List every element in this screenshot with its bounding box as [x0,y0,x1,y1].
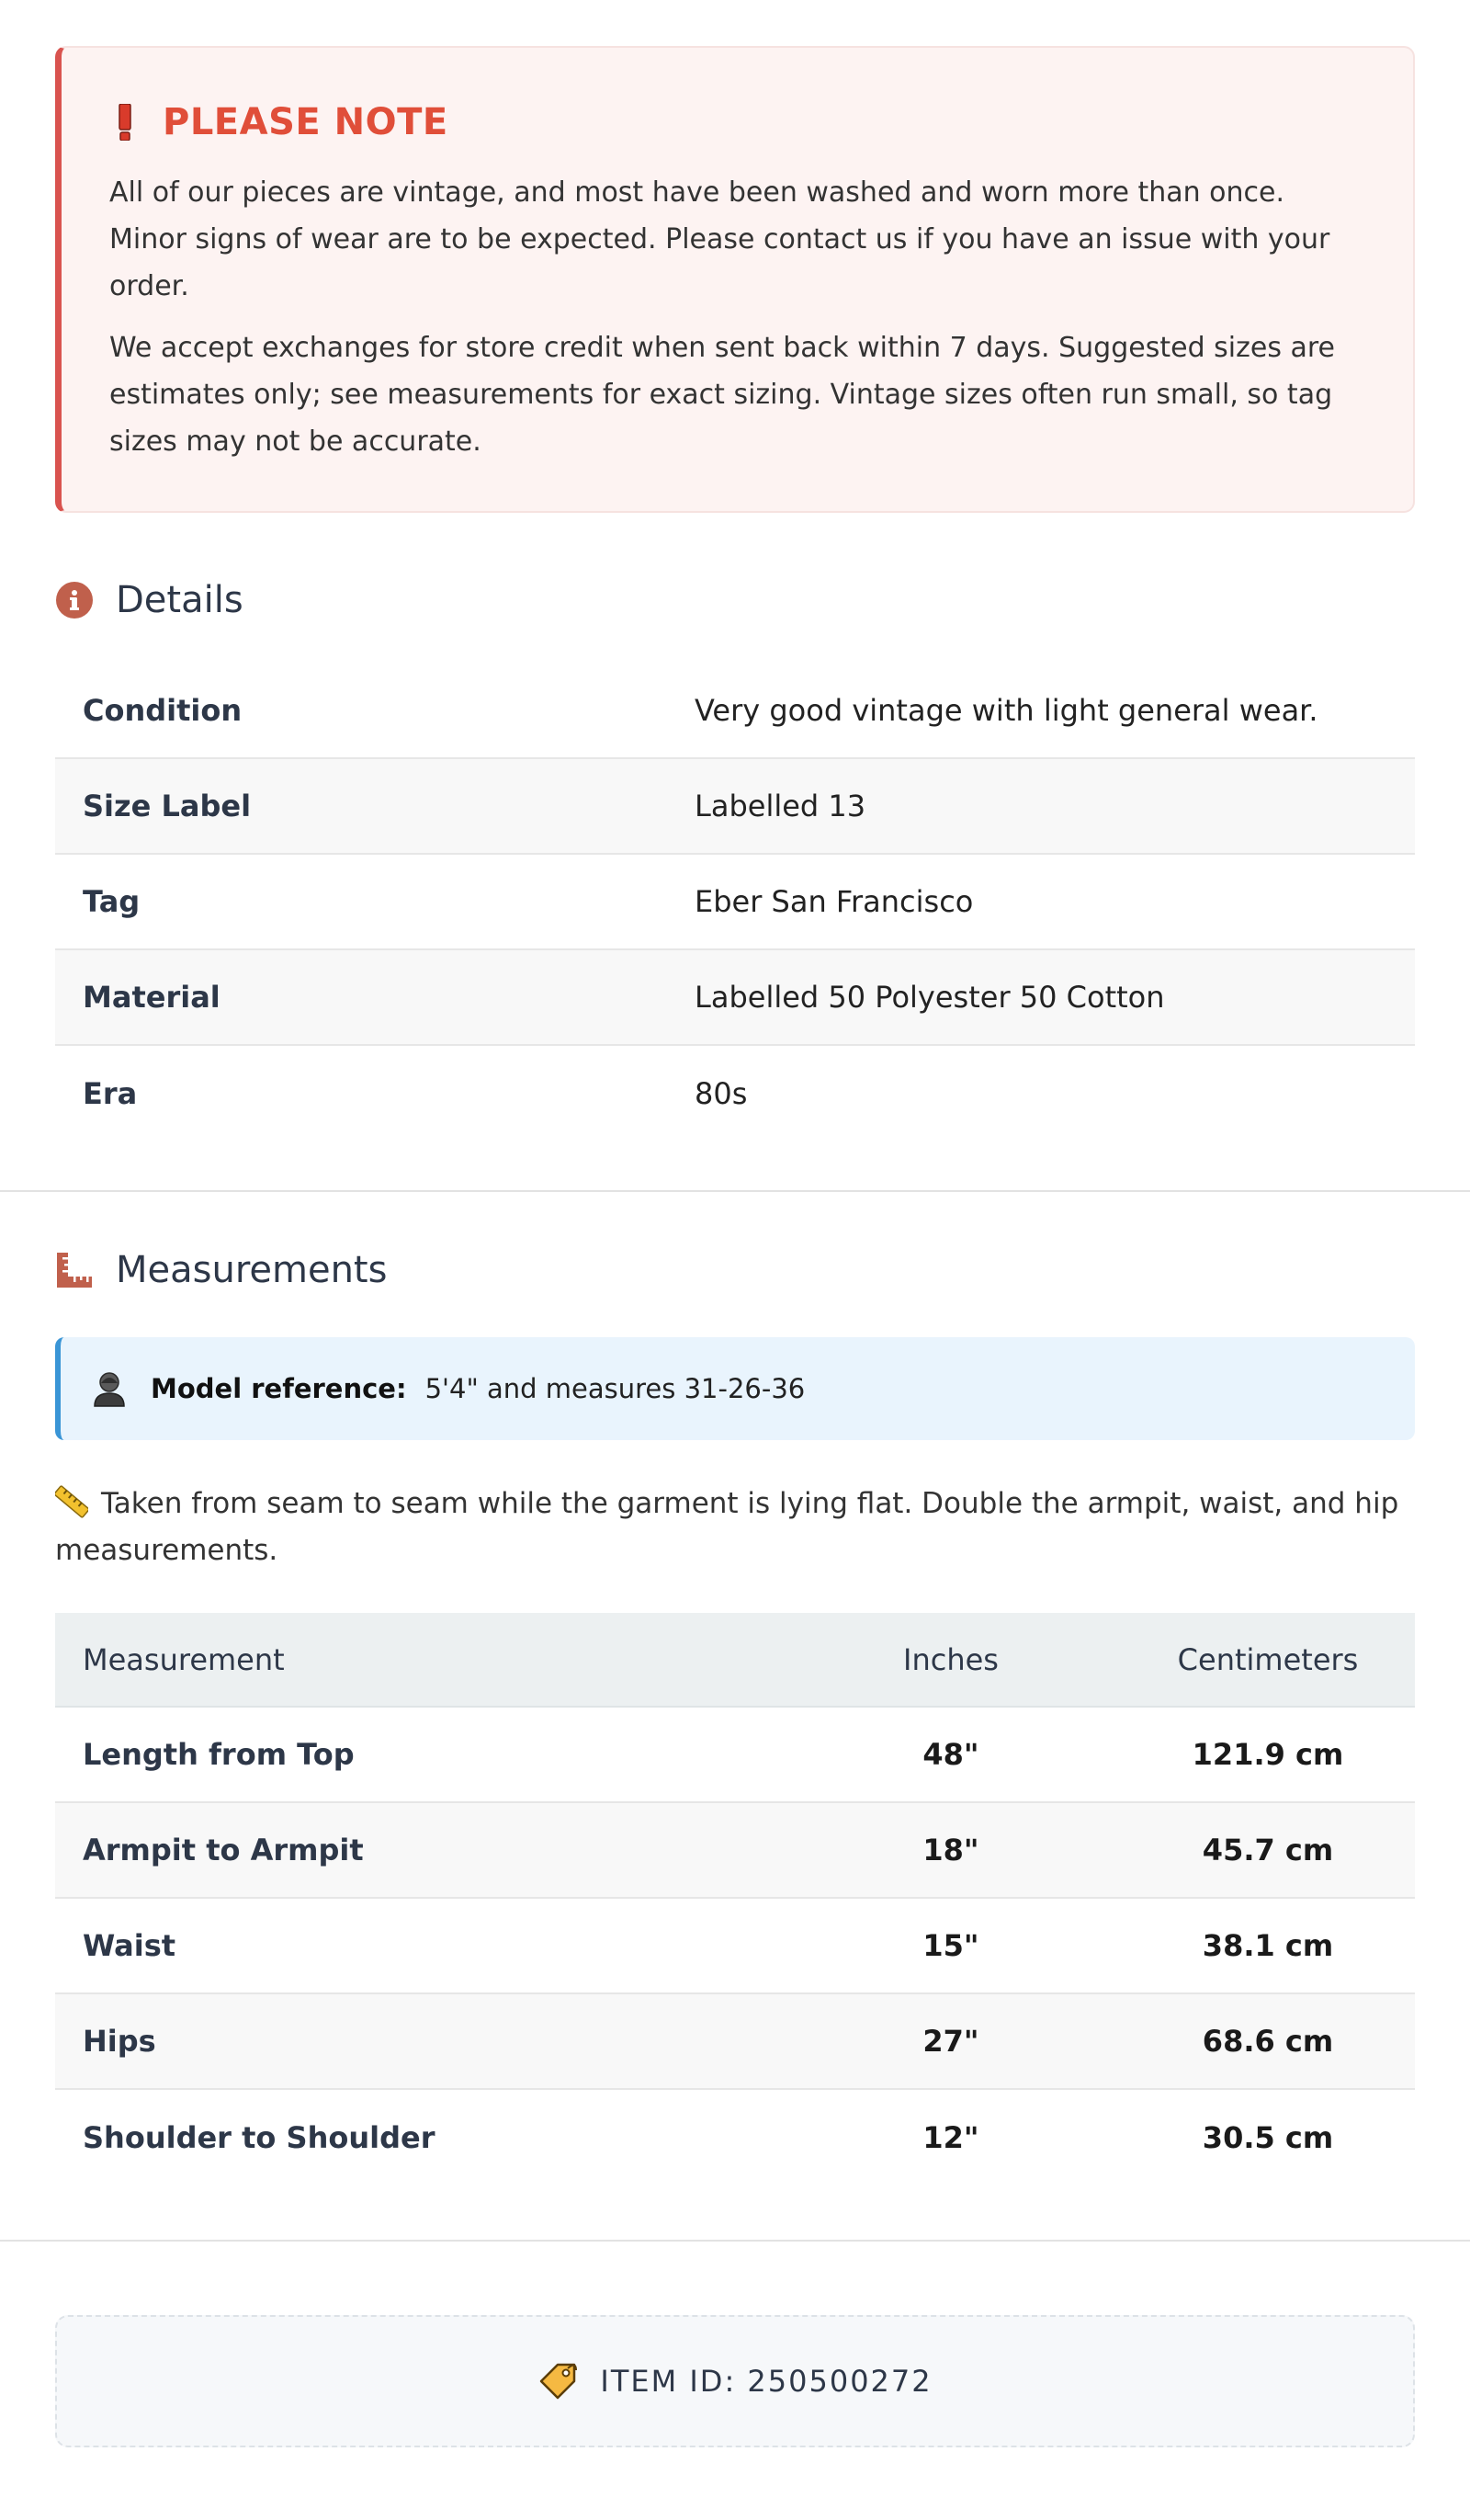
measurement-name: Waist [83,1928,176,1963]
measurement-name: Length from Top [83,1737,355,1772]
measurement-inches: 15" [922,1928,979,1963]
detail-label: Condition [83,692,243,728]
measurement-cm: 68.6 cm [1202,2024,1334,2059]
table-header-row [55,1613,1415,1707]
notice-box [55,46,1415,513]
measurement-cm: 121.9 cm [1192,1737,1344,1772]
details-header [55,579,1415,621]
table-row [55,1993,1415,2089]
notice-title: PLEASE NOTE [163,101,448,143]
table-row [55,1898,1415,1993]
notice-paragraph: We accept exchanges for store credit when sent back within 7 days. Suggested sizes are estimates only; see measurements for exact sizing. Vintage sizes often run small, so tag sizes may not be accurate. [109,332,1336,458]
detail-label: Material [83,980,220,1015]
measurement-inches: 18" [922,1833,979,1867]
item-id-label: ITEM ID: 250500272 [600,2364,933,2399]
measurement-name: Hips [83,2024,156,2059]
notice-paragraph: All of our pieces are vintage, and most have been washed and worn more than once. Minor signs of wear are to be expected. Please contact us if you have an issue with your order. [109,176,1330,302]
detail-value: Labelled 50 Polyester 50 Cotton [695,980,1165,1015]
model-reference-label: Model reference: [151,1373,407,1404]
measurement-inches: 27" [922,2024,979,2059]
item-id-box [55,2315,1415,2447]
ruler-combined-icon [55,1251,94,1289]
details-table [55,663,1415,1141]
measurement-cm: 30.5 cm [1202,2119,1334,2155]
measurement-cm: 45.7 cm [1202,1833,1334,1867]
table-row [55,1045,1415,1141]
measurement-name: Shoulder to Shoulder [83,2119,435,2155]
exclamation-icon [109,102,141,142]
instructions-text: Taken from seam to seam while the garment is lying flat. Double the armpit, waist, and hip measurements. [55,1487,1399,1567]
model-reference-value: 5'4" and measures 31-26-36 [424,1373,806,1404]
detail-value: Very good vintage with light general wear. [695,692,1318,728]
section-divider [0,1190,1470,1192]
measurement-inches: 48" [922,1737,979,1772]
table-row [55,758,1415,854]
column-header: Inches [903,1641,999,1677]
table-row [55,854,1415,949]
measurements-header [55,1249,1415,1291]
person-icon [92,1370,127,1407]
info-circle-icon [55,581,94,619]
measurements-table [55,1613,1415,2185]
table-row [55,949,1415,1045]
model-reference-box [55,1337,1415,1440]
notice-header [109,101,1365,143]
table-row [55,663,1415,758]
detail-label: Era [83,1075,138,1111]
table-row [55,1802,1415,1898]
section-divider [0,2240,1470,2242]
table-row [55,1707,1415,1802]
column-header: Centimeters [1177,1641,1359,1677]
ruler-icon [55,1485,88,1518]
measurement-cm: 38.1 cm [1202,1928,1334,1963]
detail-label: Size Label [83,789,252,823]
details-title: Details [116,579,243,621]
table-row [55,2089,1415,2185]
measurements-title: Measurements [116,1249,388,1291]
detail-value: Labelled 13 [695,789,866,823]
tag-icon [537,2361,578,2401]
measurement-instructions [55,1481,1415,1574]
column-header: Measurement [83,1641,285,1677]
measurement-inches: 12" [922,2119,979,2155]
detail-value: Eber San Francisco [695,884,974,919]
detail-value: 80s [695,1075,748,1111]
measurement-name: Armpit to Armpit [83,1833,364,1867]
detail-label: Tag [83,884,141,919]
